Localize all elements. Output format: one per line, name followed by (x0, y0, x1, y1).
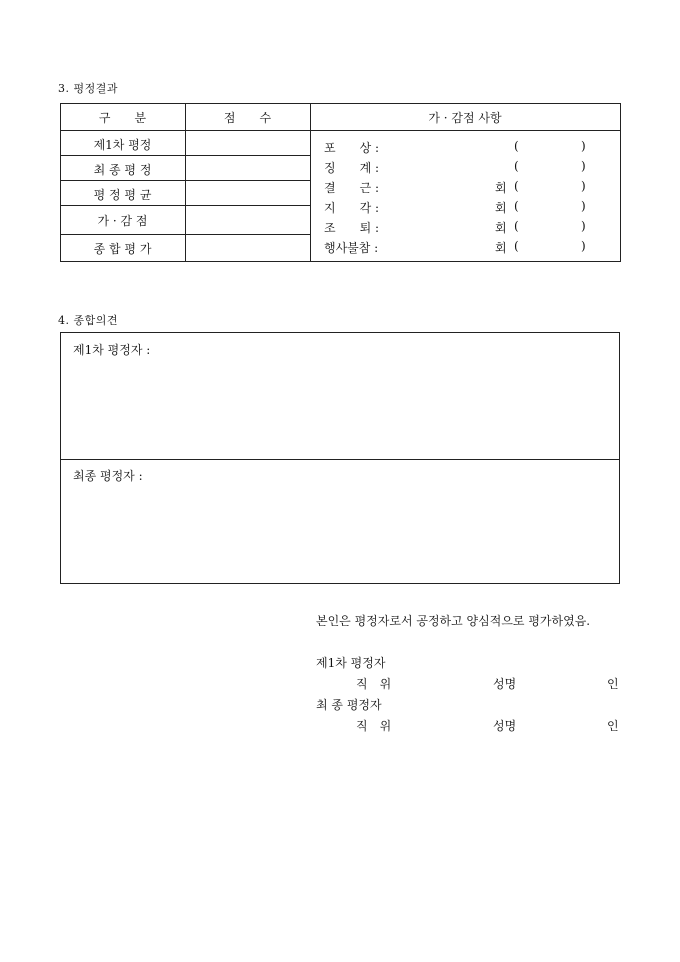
final-evaluator-opinion-field[interactable] (62, 485, 618, 582)
row-label-first-evaluation: 제1차 평정 (93, 138, 152, 152)
score-cell-final[interactable] (186, 156, 310, 180)
row-label-final-evaluation: 최 종 평 정 (93, 163, 152, 177)
adjust-label-event-absence: 행사불참 : (324, 241, 379, 255)
row-label-adjustment: 가 · 감 점 (97, 214, 148, 228)
final-evaluator-opinion-label: 최종 평정자 : (73, 469, 143, 483)
first-evaluator-opinion-field[interactable] (62, 359, 618, 457)
final-evaluator-position-label: 직 위 (356, 719, 392, 733)
final-evaluator-seal: 인 (607, 719, 619, 733)
first-evaluator-name-label: 성명 (493, 677, 517, 691)
adjust-label-absence: 결 근 : (324, 181, 380, 195)
final-evaluator-name-label: 성명 (493, 719, 517, 733)
first-evaluator-title: 제1차 평정자 (316, 656, 386, 670)
score-cell-adjustment[interactable] (186, 206, 310, 234)
header-category: 구 분 (98, 111, 147, 125)
certification-statement: 본인은 평정자로서 공정하고 양심적으로 평가하였음. (316, 614, 591, 628)
adjust-label-discipline: 징 계 : (324, 161, 380, 175)
first-evaluator-opinion-label: 제1차 평정자 : (73, 343, 151, 357)
header-adjustments: 가 · 감점 사항 (428, 111, 502, 125)
first-evaluator-seal: 인 (607, 677, 619, 691)
adjust-label-late: 지 각 : (324, 201, 380, 215)
score-cell-overall[interactable] (186, 235, 310, 261)
first-evaluator-position-label: 직 위 (356, 677, 392, 691)
overall-opinion-box (60, 332, 620, 584)
row-label-average: 평 정 평 균 (93, 188, 152, 202)
evaluation-result-table: 구 분 점 수 가 · 감점 사항 제1차 평정 최 종 평 정 평 정 평 균 가 · 감 점 종 합 평 가 포 상 : ( ) 징 계 : ( ) 결 근 : 회 ( ) 지 각 : 회 ( ) 조 퇴 : 회 ( ) 행사불참 : 회 ( ) (60, 103, 621, 262)
header-score: 점 수 (223, 111, 272, 125)
score-cell-first[interactable] (186, 131, 310, 155)
final-evaluator-title: 최 종 평정자 (316, 698, 382, 712)
adjust-label-award: 포 상 : (324, 141, 380, 155)
opinion-divider (61, 459, 619, 460)
row-label-overall: 종 합 평 가 (93, 242, 152, 256)
score-cell-average[interactable] (186, 181, 310, 205)
adjust-label-early-leave: 조 퇴 : (324, 221, 380, 235)
section-3-title: 3. 평정결과 (58, 82, 118, 95)
section-4-title: 4. 종합의견 (58, 314, 118, 327)
